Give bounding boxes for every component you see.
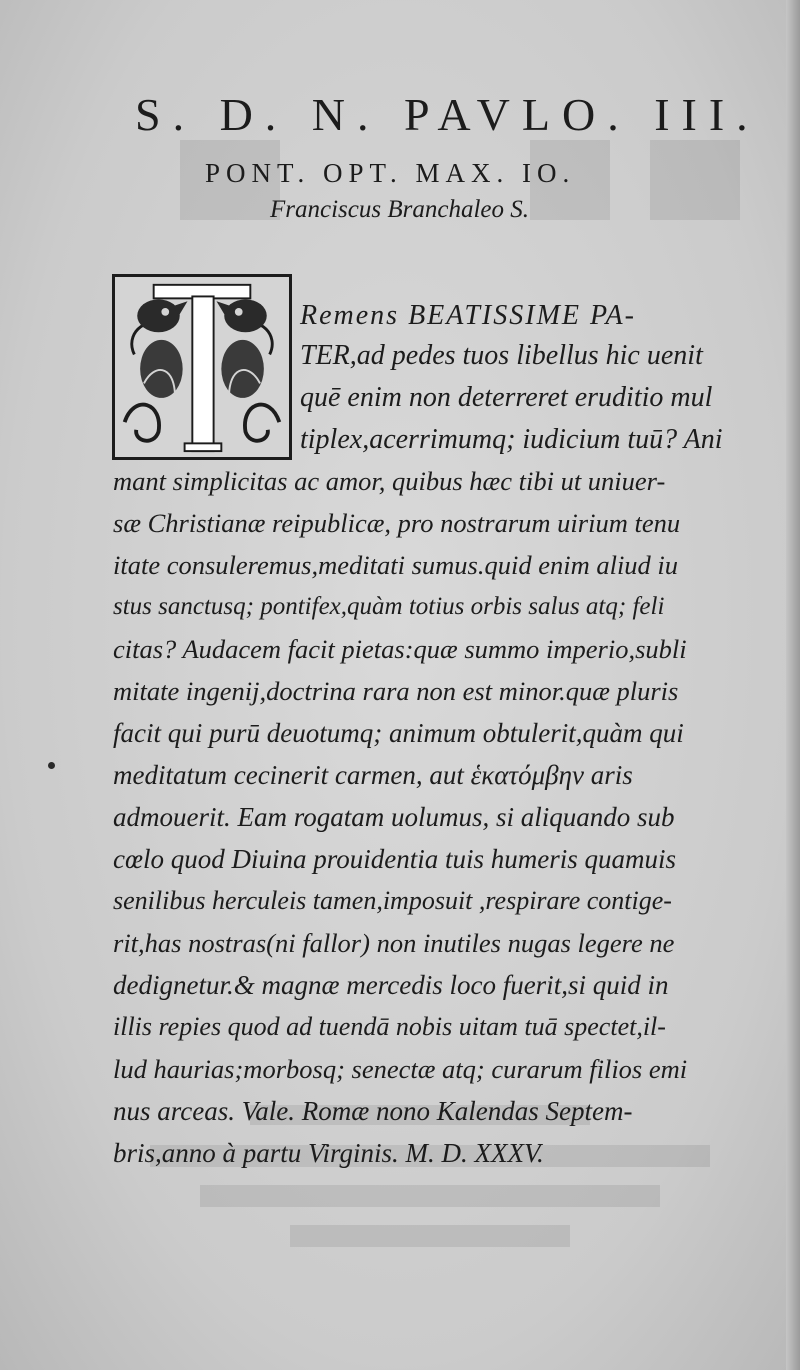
body-line: admouerit. Eam rogatam uolumus, si aliquando sub (113, 802, 675, 832)
body-line: mitate ingenij,doctrina rara non est minor.quæ pluris (113, 676, 679, 706)
woodcut-initial-icon (115, 277, 289, 457)
margin-mark (48, 762, 55, 769)
body-line: rit,has nostras(ni fallor) non inutiles nugas legere ne (113, 928, 675, 958)
body-line: TER,ad pedes tuos libellus hic uenit (300, 340, 703, 371)
body-line: Remens BEATISSIME PA- (300, 300, 636, 331)
body-line: itate consuleremus,meditati sumus.quid enim aliud iu (113, 550, 679, 580)
page-edge-shadow (786, 0, 800, 1370)
body-line: nus arceas. Vale. Romæ nono Kalendas Septem- (113, 1096, 633, 1126)
page-subtitle: PONT. OPT. MAX. IO. (205, 158, 576, 188)
body-line: cœlo quod Diuina prouidentia tuis humeris quamuis (113, 844, 677, 874)
body-line: facit qui purū deuotumq; animum obtulerit,quàm qui (113, 718, 684, 748)
page-title: S. D. N. PAVLO. III. (135, 89, 760, 140)
author-line: Franciscus Branchaleo S. (270, 196, 529, 223)
decorated-initial (112, 274, 292, 460)
body-line: citas? Audacem facit pietas:quæ summo imperio,subli (113, 634, 687, 664)
body-line: senilibus herculeis tamen,imposuit ,respirare contige- (113, 886, 672, 915)
body-line: bris,anno à partu Virginis. M. D. XXXV. (113, 1138, 544, 1168)
body-line: illis repies quod ad tuendā nobis uitam tuā spectet,il- (113, 1012, 666, 1041)
body-line: meditatum cecinerit carmen, aut ἑκατόμβην aris (113, 760, 633, 790)
body-line: stus sanctusq; pontifex,quàm totius orbis salus atq; feli (113, 593, 665, 620)
body-line: dedignetur.& magnæ mercedis loco fuerit,si quid in (113, 970, 669, 1000)
body-line: lud haurias;morbosq; senectæ atq; curarum filios emi (113, 1054, 688, 1084)
body-line: tiplex,acerrimumq; iudicium tuū? Ani (300, 424, 723, 455)
body-line: mant simplicitas ac amor, quibus hæc tibi ut uniuer- (113, 466, 666, 496)
body-line: quē enim non deterreret eruditio mul (300, 382, 713, 413)
body-line: sæ Christianæ reipublicæ, pro nostrarum uirium tenu (113, 508, 681, 538)
